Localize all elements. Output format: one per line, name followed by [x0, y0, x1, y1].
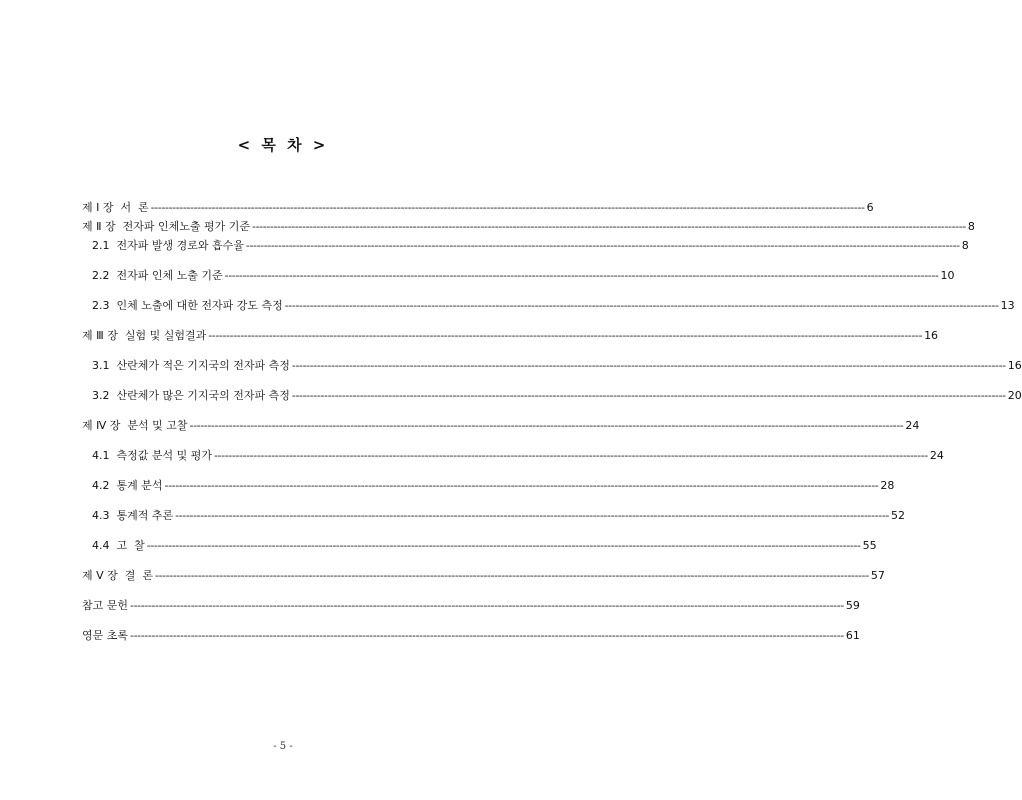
- toc-entry-label: 4.4 고 찰: [92, 539, 145, 552]
- toc-entry-page: 52: [890, 509, 905, 522]
- toc-dot-leader: --------------------------------------------------------------------------------------------------------------------------------------------------------------------------------------------------------: [224, 269, 939, 282]
- toc-entry-label: 4.1 측정값 분석 및 평가: [92, 449, 212, 462]
- toc-entry-chapter-2: [82, 220, 975, 234]
- toc-dot-leader: --------------------------------------------------------------------------------------------------------------------------------------------------------------------------------------------------------: [155, 569, 869, 582]
- toc-entry-label: 2.3 인체 노출에 대한 전자파 강도 측정: [92, 299, 283, 312]
- page-title: < 목 차 >: [237, 136, 329, 154]
- toc-entry-page: 16: [924, 329, 939, 342]
- toc-entry-english-abstract: [82, 629, 860, 643]
- toc-dot-leader: --------------------------------------------------------------------------------------------------------------------------------------------------------------------------------------------------------: [189, 419, 904, 432]
- toc-entry-page: 24: [905, 419, 920, 432]
- toc-entry-section-2-3: [92, 299, 1015, 313]
- toc-entry-label: 제 Ⅱ 장 전자파 인체노출 평가 기준: [82, 220, 251, 233]
- toc-dot-leader: --------------------------------------------------------------------------------------------------------------------------------------------------------------------------------------------------------: [245, 239, 960, 252]
- toc-entry-label: 2.1 전자파 발생 경로와 흡수율: [92, 239, 244, 252]
- toc-entry-section-2-1: [92, 239, 969, 253]
- toc-entry-section-2-2: [92, 269, 955, 283]
- toc-entry-section-3-2: [92, 389, 1022, 403]
- toc-dot-leader: --------------------------------------------------------------------------------------------------------------------------------------------------------------------------------------------------------: [208, 329, 923, 342]
- toc-dot-leader: --------------------------------------------------------------------------------------------------------------------------------------------------------------------------------------------------------: [130, 599, 844, 612]
- toc-entry-chapter-5: [82, 569, 885, 583]
- toc-entry-label: 2.2 전자파 인체 노출 기준: [92, 269, 223, 282]
- toc-entry-label: 제 Ⅰ 장 서 론: [82, 201, 149, 214]
- toc-entry-page: 16: [1007, 359, 1022, 372]
- toc-dot-leader: --------------------------------------------------------------------------------------------------------------------------------------------------------------------------------------------------------: [291, 359, 1006, 372]
- toc-dot-leader: --------------------------------------------------------------------------------------------------------------------------------------------------------------------------------------------------------: [213, 449, 928, 462]
- toc-entry-page: 6: [866, 201, 874, 214]
- toc-entry-page: 28: [880, 479, 895, 492]
- toc-entry-section-3-1: [92, 359, 1022, 373]
- toc-entry-label: 참고 문헌: [82, 599, 129, 612]
- toc-entry-label: 3.1 산란체가 적은 기지국의 전자파 측정: [92, 359, 290, 372]
- toc-entry-label: 제 Ⅳ 장 분석 및 고찰: [82, 419, 188, 432]
- toc-dot-leader: --------------------------------------------------------------------------------------------------------------------------------------------------------------------------------------------------------: [164, 479, 879, 492]
- toc-entry-label: 제 Ⅴ 장 결 론: [82, 569, 154, 582]
- toc-entry-page: 59: [845, 599, 860, 612]
- toc-entry-chapter-4: [82, 419, 920, 433]
- toc-entry-page: 13: [1000, 299, 1015, 312]
- toc-dot-leader: --------------------------------------------------------------------------------------------------------------------------------------------------------------------------------------------------------: [130, 629, 844, 642]
- toc-entry-references: [82, 599, 860, 613]
- toc-entry-page: 8: [967, 220, 975, 233]
- toc-entry-page: 61: [845, 629, 860, 642]
- toc-entry-page: 24: [929, 449, 944, 462]
- toc-entry-section-4-1: [92, 449, 944, 463]
- toc-entry-label: 제 Ⅲ 장 실험 및 실험결과: [82, 329, 207, 342]
- toc-entry-chapter-3: [82, 329, 939, 343]
- toc-dot-leader: --------------------------------------------------------------------------------------------------------------------------------------------------------------------------------------------------------: [146, 539, 861, 552]
- toc-dot-leader: --------------------------------------------------------------------------------------------------------------------------------------------------------------------------------------------------------: [175, 509, 889, 522]
- toc-entry-label: 4.3 통계적 추론: [92, 509, 174, 522]
- toc-entry-page: 10: [940, 269, 955, 282]
- toc-entry-page: 55: [862, 539, 877, 552]
- toc-entry-section-4-3: [92, 509, 905, 523]
- toc-entry-page: 20: [1007, 389, 1022, 402]
- toc-dot-leader: --------------------------------------------------------------------------------------------------------------------------------------------------------------------------------------------------------: [291, 389, 1006, 402]
- toc-entry-page: 57: [870, 569, 885, 582]
- toc-entry-section-4-4: [92, 539, 877, 553]
- toc-dot-leader: --------------------------------------------------------------------------------------------------------------------------------------------------------------------------------------------------------: [284, 299, 999, 312]
- toc-entry-section-4-2: [92, 479, 895, 493]
- toc-dot-leader: --------------------------------------------------------------------------------------------------------------------------------------------------------------------------------------------------------: [150, 201, 865, 214]
- toc-entry-chapter-1: [82, 201, 874, 215]
- toc-entry-label: 3.2 산란체가 많은 기지국의 전자파 측정: [92, 389, 290, 402]
- toc-entry-page: 8: [961, 239, 969, 252]
- page-number: - 5 -: [273, 741, 293, 752]
- toc-entry-label: 영문 초록: [82, 629, 129, 642]
- toc-entry-label: 4.2 통계 분석: [92, 479, 163, 492]
- toc-dot-leader: --------------------------------------------------------------------------------------------------------------------------------------------------------------------------------------------------------: [252, 220, 966, 233]
